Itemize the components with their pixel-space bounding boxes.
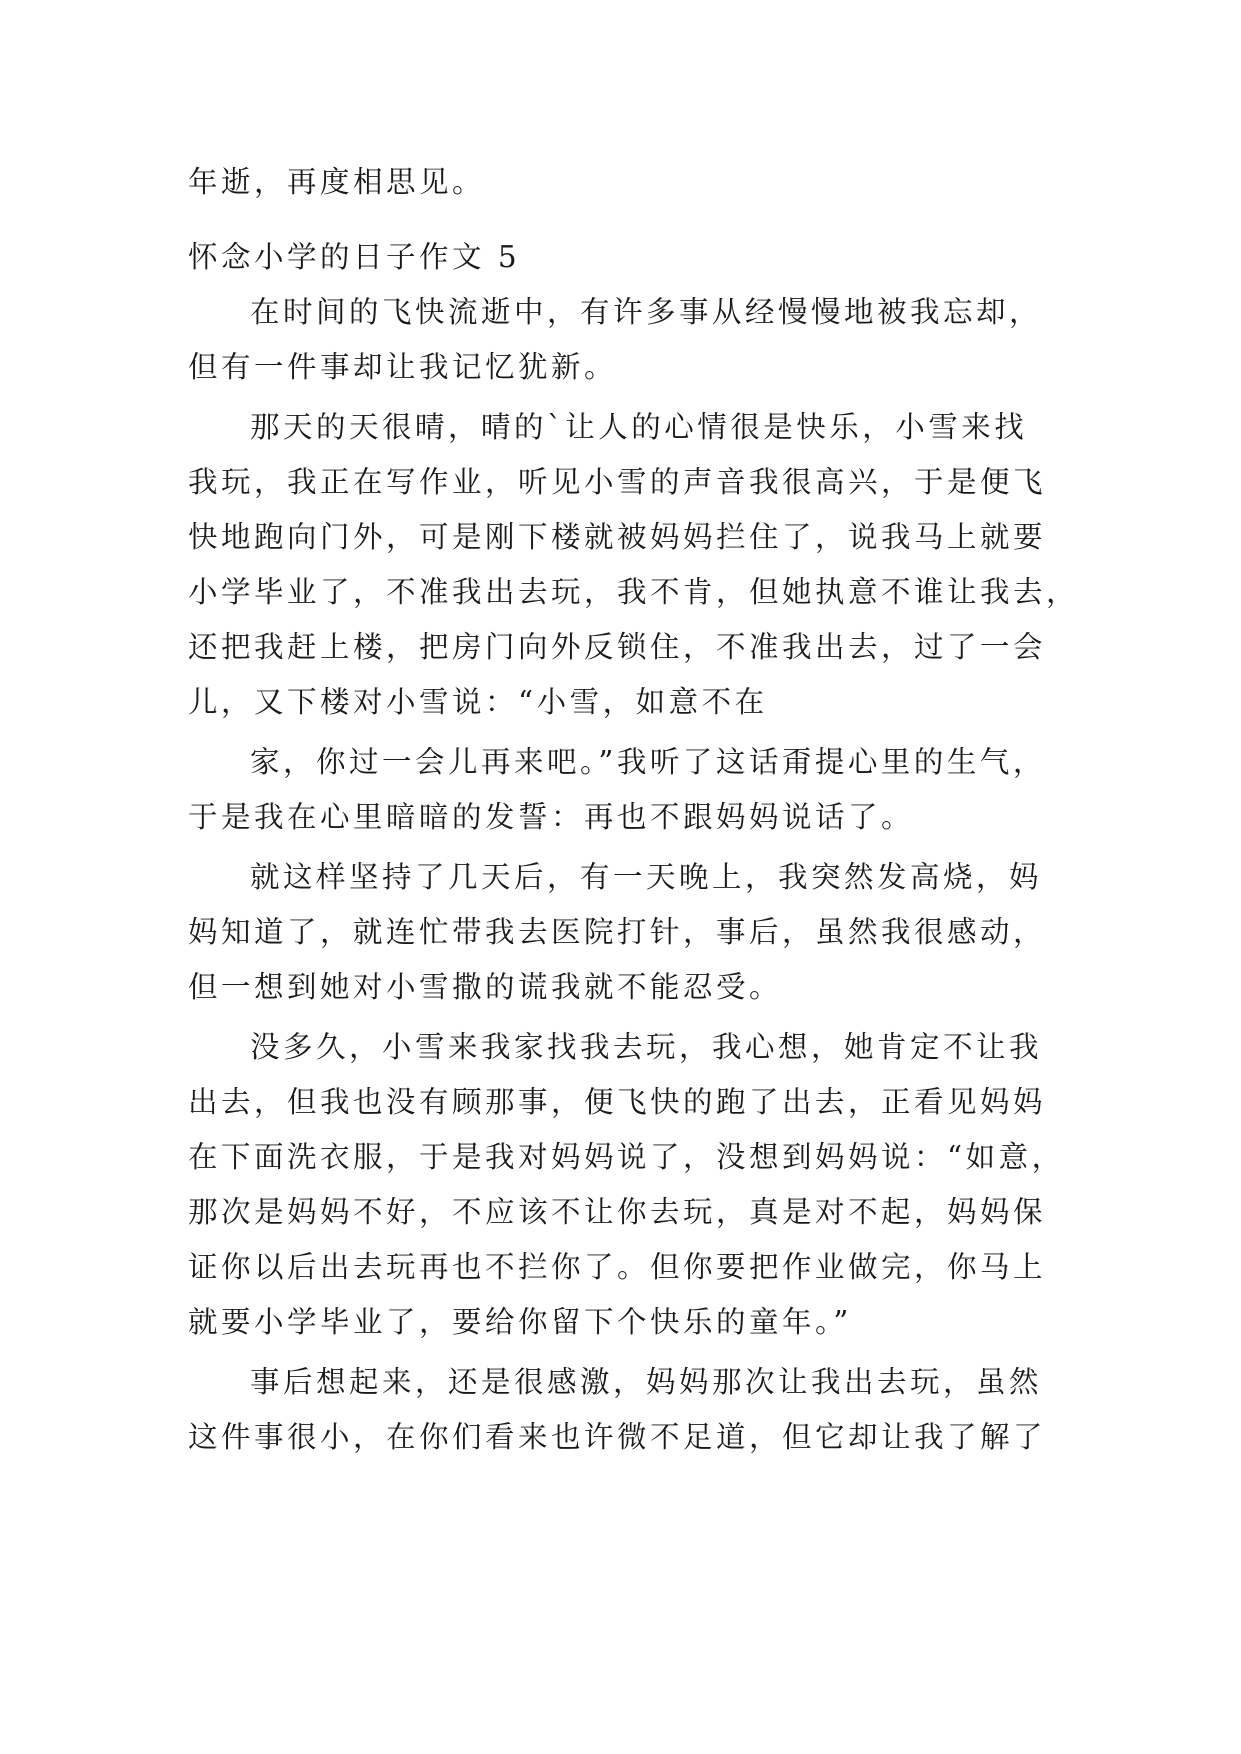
text-line: 就要小学毕业了，要给你留下个快乐的童年。”: [188, 1305, 852, 1339]
text-line: 没多久，小雪来我家找我去玩，我心想，她肯定不让我: [250, 1030, 1043, 1064]
text-line: 那天的天很晴，晴的`让人的心情很是快乐，小雪来找: [250, 410, 1028, 444]
text-line: 妈知道了，就连忙带我去医院打针，事后，虽然我很感动，: [188, 915, 1047, 949]
text-line: 我玩，我正在写作业，听见小雪的声音我很高兴，于是便飞: [188, 465, 1047, 499]
text-line: 事后想起来，还是很感激，妈妈那次让我出去玩，虽然: [250, 1365, 1043, 1399]
text-line: 还把我赶上楼，把房门向外反锁住，不准我出去，过了一会: [188, 630, 1047, 664]
text-line: 儿，又下楼对小雪说：“小雪，如意不在: [188, 685, 768, 719]
text-line: 小学毕业了，不准我出去玩，我不肯，但她执意不谁让我去，: [188, 575, 1080, 609]
text-line: 证你以后出去玩再也不拦你了。但你要把作业做完，你马上: [188, 1250, 1047, 1284]
text-line: 就这样坚持了几天后，有一天晚上，我突然发高烧，妈: [250, 860, 1043, 894]
text-line: 于是我在心里暗暗的发誓：再也不跟妈妈说话了。: [188, 800, 915, 834]
text-line: 这件事很小，在你们看来也许微不足道，但它却让我了解了: [188, 1420, 1047, 1454]
text-line: 那次是妈妈不好，不应该不让你去玩，真是对不起，妈妈保: [188, 1195, 1047, 1229]
text-line: 出去，但我也没有顾那事，便飞快的跑了出去，正看见妈妈: [188, 1085, 1047, 1119]
text-line: 但一想到她对小雪撒的谎我就不能忍受。: [188, 970, 783, 1004]
text-line: 在时间的飞快流逝中，有许多事从经慢慢地被我忘却，: [250, 295, 1043, 329]
text-line: 家，你过一会儿再来吧。”我听了这话甭提心里的生气，: [250, 745, 1046, 779]
text-line: 年逝，再度相思见。: [188, 165, 486, 199]
text-line: 快地跑向门外，可是刚下楼就被妈妈拦住了，说我马上就要: [188, 520, 1047, 554]
section-heading: 怀念小学的日子作文 5: [188, 240, 521, 274]
text-line: 在下面洗衣服，于是我对妈妈说了，没想到妈妈说：“如意，: [188, 1140, 1065, 1174]
text-line: 但有一件事却让我记忆犹新。: [188, 350, 618, 384]
